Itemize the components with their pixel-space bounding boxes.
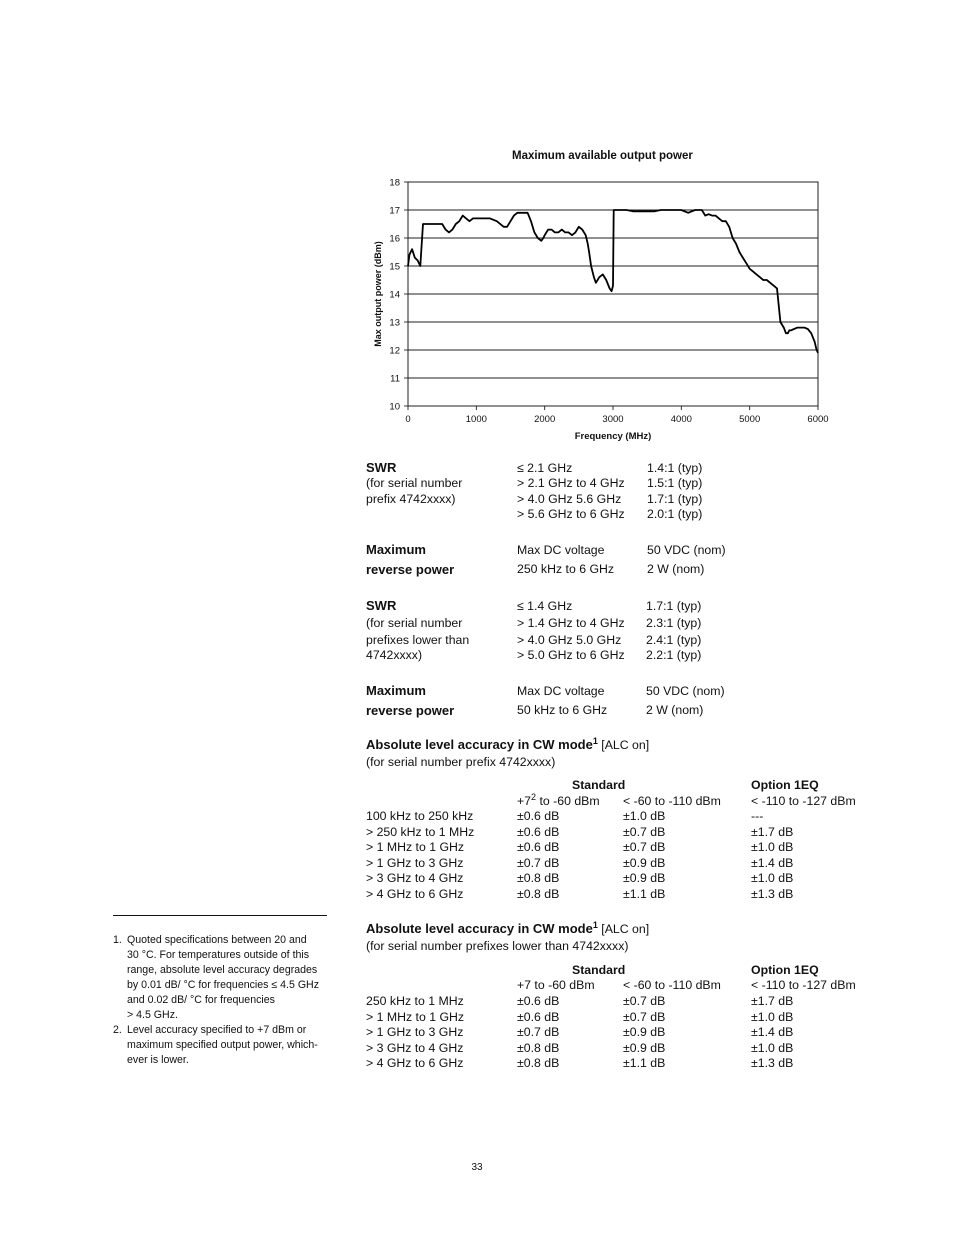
footnote-line: range, absolute level accuracy degrades	[127, 964, 318, 976]
rev1-label: 250 kHz to 6 GHz	[517, 562, 615, 576]
swr2-value: 2.2:1 (typ)	[646, 648, 702, 662]
x-tick-label: 4000	[670, 414, 692, 425]
acc1-cell: ±1.1 dB	[623, 887, 666, 901]
footnote-line: 30 °C. For temperatures outside of this	[127, 949, 310, 961]
acc2-row-label: > 1 MHz to 1 GHz	[366, 1009, 465, 1024]
acc2-group-option: Option 1EQ	[751, 963, 819, 977]
swr2-range: > 4.0 GHz 5.0 GHz	[517, 633, 622, 647]
swr1-note-line: prefix 4742xxxx)	[366, 492, 456, 506]
acc1-cell: ±1.4 dB	[751, 855, 794, 870]
acc2-cell: ±0.9 dB	[623, 1040, 666, 1055]
rev1-value: 2 W (nom)	[647, 562, 705, 576]
acc1-col1-pre: +7	[517, 794, 532, 808]
acc2-row-label: 250 kHz to 1 MHz	[366, 994, 464, 1008]
acc2-cell: ±0.7 dB	[623, 994, 666, 1008]
acc2-cell: ±0.8 dB	[517, 1040, 560, 1055]
x-tick-label: 5000	[739, 414, 761, 425]
swr2-value: 2.3:1 (typ)	[646, 616, 702, 630]
acc1-cell: ±0.7 dB	[517, 855, 560, 870]
acc1-cell: ±0.8 dB	[517, 871, 560, 886]
y-tick-label: 15	[389, 261, 400, 273]
swr2-note-line: (for serial number	[366, 616, 463, 630]
swr1-value: 1.4:1 (typ)	[647, 461, 703, 475]
acc1-row-label: 100 kHz to 250 kHz	[366, 809, 474, 823]
acc1-row-label: > 1 MHz to 1 GHz	[366, 840, 465, 855]
acc2-footnote-ref: 1	[592, 920, 598, 930]
y-tick-label: 16	[389, 233, 400, 245]
swr1-value: 1.5:1 (typ)	[647, 476, 703, 490]
acc1-col1-footnote-ref: 2	[531, 792, 537, 802]
power-series-line	[408, 210, 818, 353]
swr2-heading: SWR	[366, 598, 397, 613]
y-tick-label: 18	[389, 177, 400, 189]
acc1-cell: ---	[751, 809, 764, 823]
footnote-line: and 0.02 dB/ °C for frequencies	[127, 994, 275, 1006]
acc2-cell: ±0.7 dB	[517, 1025, 560, 1040]
acc2-cell: ±0.6 dB	[517, 1009, 560, 1024]
acc1-note: (for serial number prefix 4742xxxx)	[366, 755, 556, 769]
swr1-range: > 4.0 GHz 5.6 GHz	[517, 492, 622, 506]
rev2-label: 50 kHz to 6 GHz	[517, 703, 608, 717]
acc2-heading: Absolute level accuracy in CW mode	[366, 921, 593, 936]
acc1-cell: ±1.0 dB	[751, 871, 794, 886]
footnote-divider	[113, 915, 327, 916]
acc1-cell: ±0.6 dB	[517, 840, 560, 855]
swr1-value: 2.0:1 (typ)	[647, 507, 703, 521]
output-power-chart	[360, 170, 840, 450]
acc2-group-standard: Standard	[572, 963, 626, 977]
rev2-label: Max DC voltage	[517, 684, 605, 698]
swr1-range: > 2.1 GHz to 4 GHz	[517, 476, 625, 490]
chart-title: Maximum available output power	[512, 150, 693, 162]
rev1-label: Max DC voltage	[517, 543, 605, 557]
swr2-range: > 5.0 GHz to 6 GHz	[517, 648, 625, 662]
page-number: 33	[471, 1162, 483, 1173]
acc1-cell: ±0.9 dB	[623, 871, 666, 886]
swr1-note-line: (for serial number	[366, 476, 463, 490]
acc2-col2-header: < -60 to -110 dBm	[623, 978, 721, 992]
swr1-heading: SWR	[366, 460, 397, 475]
acc1-row-label: > 250 kHz to 1 MHz	[366, 824, 475, 839]
acc1-cell: ±0.7 dB	[623, 824, 666, 839]
acc1-col1-header	[517, 794, 600, 810]
acc1-suffix: [ALC on]	[601, 738, 650, 752]
acc1-cell: ±0.8 dB	[517, 887, 560, 901]
footnote-line: ever is lower.	[127, 1054, 189, 1066]
swr2-note-line: prefixes lower than	[366, 633, 470, 647]
y-axis-label: Max output power (dBm)	[373, 241, 383, 347]
rev2-heading: Maximum	[366, 683, 426, 698]
rev1-heading: Maximum	[366, 542, 426, 557]
acc2-cell: ±0.7 dB	[623, 1009, 666, 1024]
acc1-footnote-ref: 1	[592, 736, 598, 746]
acc1-row-label: > 4 GHz to 6 GHz	[366, 887, 464, 901]
rev2-heading: reverse power	[366, 703, 455, 718]
swr1-range: > 5.6 GHz to 6 GHz	[517, 507, 625, 521]
acc2-suffix: [ALC on]	[601, 922, 650, 936]
y-tick-label: 11	[390, 373, 400, 385]
y-tick-label: 17	[389, 205, 400, 217]
swr2-range: ≤ 1.4 GHz	[517, 599, 573, 613]
acc1-row-label: > 3 GHz to 4 GHz	[366, 871, 464, 886]
acc2-cell: ±0.8 dB	[517, 1056, 560, 1071]
footnote-line: maximum specified output power, which-	[127, 1039, 318, 1051]
x-tick-label: 2000	[534, 414, 556, 425]
acc1-cell: ±1.0 dB	[751, 840, 794, 855]
acc1-cell: ±0.9 dB	[623, 855, 666, 870]
acc1-cell: ±0.6 dB	[517, 824, 560, 839]
acc1-title	[366, 737, 649, 754]
acc2-cell: ±1.7 dB	[751, 994, 794, 1008]
acc2-cell: ±1.0 dB	[751, 1040, 794, 1055]
footnote-number: 2.	[113, 1024, 122, 1036]
rev2-value: 50 VDC (nom)	[646, 684, 725, 698]
acc2-note: (for serial number prefixes lower than 4742xxxx)	[366, 939, 629, 953]
y-tick-label: 14	[389, 289, 400, 301]
acc1-heading: Absolute level accuracy in CW mode	[366, 737, 593, 752]
swr1-value: 1.7:1 (typ)	[647, 492, 703, 506]
x-tick-label: 3000	[602, 414, 624, 425]
y-tick-label: 13	[389, 317, 400, 329]
swr2-value: 2.4:1 (typ)	[646, 633, 702, 647]
rev1-heading: reverse power	[366, 562, 455, 577]
acc1-group-option: Option 1EQ	[751, 778, 819, 792]
acc2-cell: ±1.0 dB	[751, 1009, 794, 1024]
acc2-cell: ±0.6 dB	[517, 994, 560, 1008]
footnote-line: > 4.5 GHz.	[127, 1009, 178, 1021]
x-tick-label: 6000	[807, 414, 829, 425]
swr2-value: 1.7:1 (typ)	[646, 599, 702, 613]
rev2-value: 2 W (nom)	[646, 703, 704, 717]
acc2-col3-header: < -110 to -127 dBm	[751, 978, 856, 992]
acc2-cell: ±1.3 dB	[751, 1056, 794, 1071]
acc1-cell: ±0.6 dB	[517, 809, 560, 823]
acc2-row-label: > 4 GHz to 6 GHz	[366, 1056, 464, 1071]
acc1-cell: ±1.3 dB	[751, 887, 794, 901]
x-tick-label: 1000	[465, 414, 487, 425]
acc1-col1-post: to -60 dBm	[539, 794, 600, 808]
footnote-line: Quoted specifications between 20 and	[127, 934, 307, 946]
acc1-cell: ±1.7 dB	[751, 824, 794, 839]
acc2-cell: ±0.9 dB	[623, 1025, 666, 1040]
swr2-range: > 1.4 GHz to 4 GHz	[517, 616, 625, 630]
swr2-note-line: 4742xxxx)	[366, 648, 423, 662]
footnote-number: 1.	[113, 934, 122, 946]
acc1-cell: ±1.0 dB	[623, 809, 666, 823]
acc2-row-label: > 3 GHz to 4 GHz	[366, 1040, 464, 1055]
acc1-row-label: > 1 GHz to 3 GHz	[366, 855, 464, 870]
acc1-col3-header: < -110 to -127 dBm	[751, 794, 856, 808]
x-axis-label: Frequency (MHz)	[574, 431, 652, 442]
acc2-col1-header: +7 to -60 dBm	[517, 978, 595, 992]
footnote-line: Level accuracy specified to +7 dBm or	[127, 1024, 307, 1036]
acc1-cell: ±0.7 dB	[623, 840, 666, 855]
y-tick-label: 12	[389, 345, 400, 357]
acc2-title	[366, 921, 649, 938]
acc1-group-standard: Standard	[572, 778, 626, 792]
rev1-value: 50 VDC (nom)	[647, 543, 726, 557]
acc2-cell: ±1.4 dB	[751, 1025, 794, 1040]
acc2-row-label: > 1 GHz to 3 GHz	[366, 1025, 464, 1040]
x-tick-label: 0	[405, 414, 411, 425]
y-tick-label: 10	[389, 401, 400, 413]
acc2-cell: ±1.1 dB	[623, 1056, 666, 1071]
swr1-range: ≤ 2.1 GHz	[517, 461, 573, 475]
footnote-line: by 0.01 dB/ °C for frequencies ≤ 4.5 GHz	[127, 979, 320, 991]
acc1-col2-header: < -60 to -110 dBm	[623, 794, 721, 808]
